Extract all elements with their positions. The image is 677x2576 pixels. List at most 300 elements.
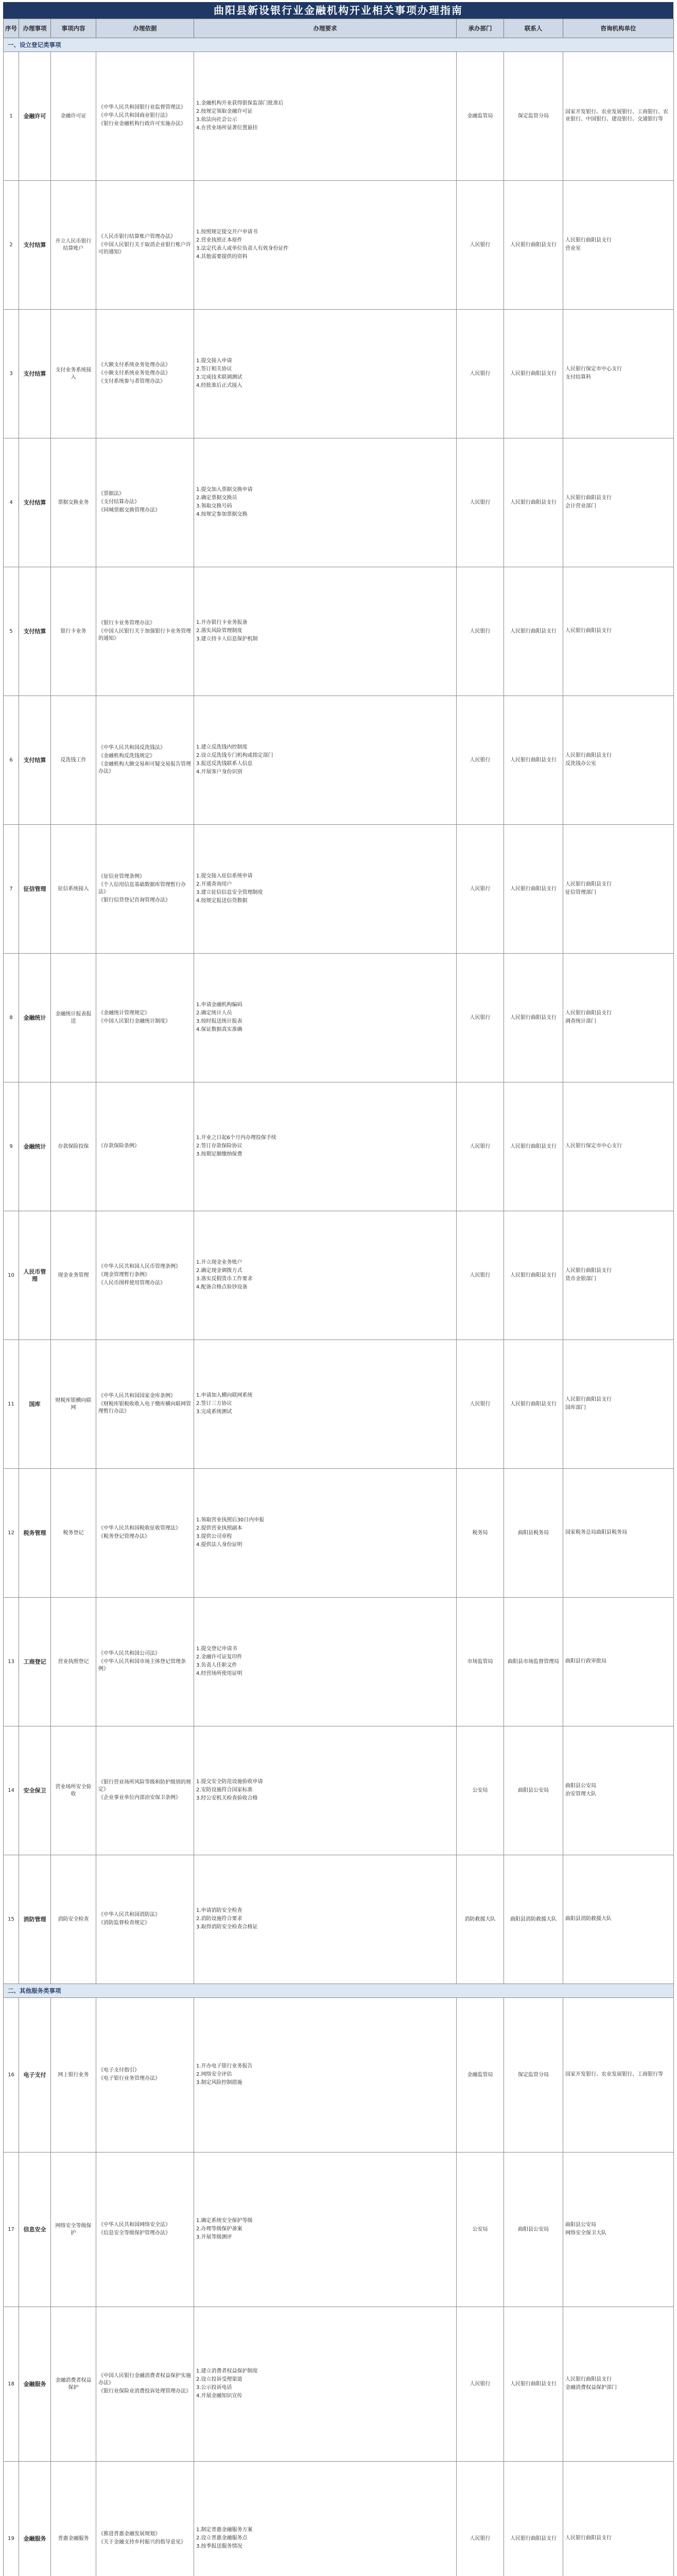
row-department: 人民银行 [457, 1211, 504, 1340]
row-requirements-line: 3.法定代表人或单位负责人有效身份证件 [196, 245, 289, 251]
row-basis-line: 《中华人民共和国商业银行法》 [98, 112, 170, 118]
row-requirements-line: 3.取得消防安全检查合格证 [196, 1924, 258, 1930]
row-basis-line: 《票据法》 [98, 490, 124, 497]
row-requirements-line: 3.建立征信信息安全管理制度 [196, 889, 263, 895]
row-organization-line: 曲阳县消防救援大队 [565, 1916, 612, 1922]
row-requirements-line: 1.开办电子银行业务报告 [196, 2063, 253, 2069]
row-organization-line: 曲阳县公安局 [565, 2222, 596, 2228]
row-requirements-line: 4.按规定报送信贷数据 [196, 897, 248, 904]
row-category: 消防管理 [19, 1855, 51, 1984]
row-basis [96, 1469, 194, 1598]
row-requirements [194, 52, 457, 181]
row-item: 票据交换业务 [51, 438, 96, 567]
row-contact: 人民银行曲阳县支行 [504, 1082, 563, 1211]
row-organization [563, 181, 674, 310]
section-header-row [4, 1984, 674, 1998]
table-header-row [4, 19, 674, 38]
table-row [4, 1598, 674, 1726]
row-basis-line: 《大额支付系统业务处理办法》 [98, 362, 170, 368]
row-category: 税务管理 [19, 1469, 51, 1598]
row-number: 4 [4, 438, 19, 567]
header-category: 办理事项 [19, 19, 51, 38]
row-requirements-line: 4.配备合格点验钞设备 [196, 1284, 248, 1290]
row-basis [96, 310, 194, 438]
row-basis-line: 《推进普惠金融发展规划》 [98, 2531, 160, 2537]
row-organization [563, 310, 674, 438]
row-department: 人民银行 [457, 825, 504, 954]
row-contact: 人民银行曲阳县支行 [504, 696, 563, 825]
row-contact: 人民银行曲阳县支行 [504, 2462, 563, 2576]
row-requirements-line: 2.消防设施符合要求 [196, 1916, 242, 1922]
row-basis-line: 《金融统计管理规定》 [98, 1010, 150, 1016]
section2-label: 二、其他服务类事项 [4, 1984, 674, 1998]
row-contact: 人民银行曲阳县支行 [504, 2307, 563, 2462]
row-requirements [194, 1998, 457, 2153]
row-contact: 人民银行曲阳县支行 [504, 954, 563, 1082]
row-requirements-line: 3.经公安机关检查验收合格 [196, 1795, 258, 1801]
row-number: 6 [4, 696, 19, 825]
row-requirements-line: 3.依法向社会公示 [196, 116, 237, 123]
row-organization [563, 1998, 674, 2153]
row-organization [563, 2307, 674, 2462]
row-category: 支付结算 [19, 310, 51, 438]
row-basis [96, 181, 194, 310]
row-department: 人民银行 [457, 696, 504, 825]
row-basis-line: 《中国人民银行金融统计制度》 [98, 1018, 170, 1024]
row-organization [563, 1340, 674, 1469]
row-basis-line: 《小额支付系统业务处理办法》 [98, 370, 170, 376]
table-row [4, 438, 674, 567]
row-department: 公安局 [457, 2153, 504, 2307]
row-requirements-line: 1.开立现金业务账户 [196, 1259, 242, 1265]
row-basis-line: 《个人信用信息基础数据库管理暂行办法》 [98, 882, 186, 895]
row-requirements [194, 1211, 457, 1340]
row-requirements [194, 438, 457, 567]
header-no: 序号 [4, 19, 19, 38]
row-organization [563, 1469, 674, 1598]
row-basis-line: 《财税库银税收收入电子缴库横向联网管理暂行办法》 [98, 1401, 191, 1414]
table-row [4, 2307, 674, 2462]
row-organization-line: 治安管理大队 [565, 1791, 596, 1797]
row-contact: 人民银行曲阳县支行 [504, 438, 563, 567]
row-item: 金融消费者权益保护 [51, 2307, 96, 2462]
table-row [4, 2153, 674, 2307]
table-row [4, 954, 674, 1082]
row-contact: 曲阳县市场监督管理局 [504, 1598, 563, 1726]
row-requirements-line: 1.建立反洗钱内控制度 [196, 744, 248, 750]
row-organization-line: 货币金银部门 [565, 1276, 596, 1282]
row-basis [96, 696, 194, 825]
row-requirements-line: 2.开通查询用户 [196, 881, 232, 887]
row-organization-line: 反洗钱办公室 [565, 760, 596, 767]
row-organization-line: 征信管理部门 [565, 889, 596, 895]
row-basis-line: 《中华人民共和国公司法》 [98, 1650, 160, 1656]
row-basis [96, 1855, 194, 1984]
row-organization-line: 人民银行曲阳县支行 [565, 628, 612, 634]
row-requirements-line: 4.其他需要提供的资料 [196, 253, 248, 260]
row-organization-line: 金融消费权益保护部门 [565, 2384, 617, 2391]
header-requirements: 办理要求 [194, 19, 457, 38]
row-basis-line: 《电子银行业务管理办法》 [98, 2075, 160, 2081]
row-number: 12 [4, 1469, 19, 1598]
row-requirements-line: 3.按时报送统计报表 [196, 1018, 242, 1024]
row-basis-line: 《中国人民银行关于取消企业银行账户许可的通知》 [98, 242, 191, 255]
row-contact: 人民银行曲阳县支行 [504, 310, 563, 438]
row-organization [563, 1082, 674, 1211]
row-item: 营业执照登记 [51, 1598, 96, 1726]
row-organization [563, 2153, 674, 2307]
row-organization-line: 国家开发银行、农业发展银行、工商银行等 [565, 2071, 663, 2077]
row-requirements [194, 1855, 457, 1984]
row-requirements-line: 3.完成技术联调测试 [196, 374, 242, 380]
row-requirements-line: 4.开展金融知识宣传 [196, 2393, 242, 2399]
table-row [4, 1340, 674, 1469]
row-department: 消防救援大队 [457, 1855, 504, 1984]
row-basis [96, 2462, 194, 2576]
row-requirements-line: 1.提交加入票据交换申请 [196, 486, 253, 493]
row-organization-line: 网络安全保卫大队 [565, 2230, 606, 2236]
row-item: 支付业务系统接入 [51, 310, 96, 438]
row-number: 16 [4, 1998, 19, 2153]
row-organization-line: 营业室 [565, 245, 581, 251]
table-row [4, 310, 674, 438]
row-basis-line: 《中国人民银行金融消费者权益保护实施办法》 [98, 2372, 191, 2386]
row-requirements-line: 2.设立反洗钱专门机构或指定部门 [196, 752, 273, 758]
row-category: 金融服务 [19, 2462, 51, 2576]
row-basis [96, 2307, 194, 2462]
row-requirements-line: 1.建立消费者权益保护制度 [196, 2368, 258, 2374]
row-basis [96, 2153, 194, 2307]
table-row [4, 1726, 674, 1855]
row-basis-line: 《征信业管理条例》 [98, 873, 145, 879]
row-basis-line: 《银行业金融机构行政许可实施办法》 [98, 121, 186, 127]
row-organization-line: 人民银行曲阳县支行 [565, 2376, 612, 2382]
row-category: 电子支付 [19, 1998, 51, 2153]
row-number: 2 [4, 181, 19, 310]
row-contact: 曲阳县消防救援大队 [504, 1855, 563, 1984]
guide-document [3, 2, 673, 2576]
row-department: 人民银行 [457, 1340, 504, 1469]
row-item: 征信系统接入 [51, 825, 96, 954]
row-requirements-line: 1.金融机构开业获得银保监部门批准后 [196, 100, 284, 106]
header-item: 事项内容 [51, 19, 96, 38]
row-organization-line: 调查统计部门 [565, 1018, 596, 1024]
row-category: 国库 [19, 1340, 51, 1469]
row-organization-line: 人民银行曲阳县支行 [565, 1267, 612, 1274]
row-basis-line: 《电子支付指引》 [98, 2067, 140, 2073]
row-organization-line: 曲阳县行政审批局 [565, 1658, 606, 1664]
row-basis-line: 《中华人民共和国税收征收管理法》 [98, 1525, 181, 1531]
row-basis [96, 1211, 194, 1340]
row-organization-line: 人民银行曲阳县支行 [565, 881, 612, 887]
row-requirements-line: 2.安防设施符合国家标准 [196, 1787, 253, 1793]
row-requirements-line: 1.提交登记申请书 [196, 1646, 237, 1652]
row-department: 金融监管局 [457, 52, 504, 181]
row-requirements-line: 4.按规定参加票据交换 [196, 511, 248, 517]
row-category: 金融服务 [19, 2307, 51, 2462]
row-item: 普惠金融服务 [51, 2462, 96, 2576]
row-requirements-line: 3.按期足额缴纳保费 [196, 1151, 242, 1157]
row-item: 金融许可证 [51, 52, 96, 181]
row-requirements-line: 2.设立投诉受理渠道 [196, 2376, 242, 2382]
row-item: 银行卡业务 [51, 567, 96, 696]
table-row [4, 1998, 674, 2153]
row-number: 10 [4, 1211, 19, 1340]
row-requirements-line: 4.经批准后正式接入 [196, 382, 242, 388]
section2-body [4, 1984, 674, 2576]
table-row [4, 696, 674, 825]
row-category: 支付结算 [19, 438, 51, 567]
row-requirements-line: 3.按季报送服务情况 [196, 2543, 242, 2549]
row-requirements-line: 2.提供营业执照副本 [196, 1525, 242, 1531]
row-organization [563, 825, 674, 954]
header-contact: 联系人 [504, 19, 563, 38]
row-basis [96, 954, 194, 1082]
row-requirements-line: 1.制定普惠金融服务方案 [196, 2527, 253, 2533]
row-department: 人民银行 [457, 438, 504, 567]
row-organization-line: 人民银行曲阳县支行 [565, 2535, 612, 2541]
row-requirements [194, 696, 457, 825]
row-basis [96, 1998, 194, 2153]
row-item: 存款保险投保 [51, 1082, 96, 1211]
row-basis-line: 《存款保险条例》 [98, 1143, 140, 1149]
row-basis-line: 《消防监督检查规定》 [98, 1920, 150, 1926]
row-organization [563, 567, 674, 696]
table-row [4, 567, 674, 696]
row-department: 人民银行 [457, 310, 504, 438]
row-number: 13 [4, 1598, 19, 1726]
row-item: 税务登记 [51, 1469, 96, 1598]
row-requirements-line: 1.申请消防安全检查 [196, 1907, 242, 1913]
row-number: 14 [4, 1726, 19, 1855]
row-item: 网络安全等级保护 [51, 2153, 96, 2307]
row-number: 5 [4, 567, 19, 696]
row-requirements-line: 1.提交接入申请 [196, 358, 232, 364]
row-number: 17 [4, 2153, 19, 2307]
row-requirements-line: 3.开展等级测评 [196, 2234, 232, 2240]
row-requirements-line: 4.经营场所使用证明 [196, 1670, 242, 1676]
section-header-row [4, 38, 674, 52]
row-basis-line: 《同城票据交换管理办法》 [98, 507, 160, 513]
guide-table [3, 19, 674, 2576]
row-item: 金融统计报表报送 [51, 954, 96, 1082]
row-category: 人民币管理 [19, 1211, 51, 1340]
row-contact: 人民银行曲阳县支行 [504, 1211, 563, 1340]
row-requirements-line: 3.落实反假货币工作要求 [196, 1276, 253, 1282]
row-requirements-line: 3.负责人任职文件 [196, 1662, 237, 1668]
row-contact: 人民银行曲阳县支行 [504, 567, 563, 696]
row-requirements-line: 4.在营业场所显著位置悬挂 [196, 125, 258, 131]
section1-label: 一、设立登记类事项 [4, 38, 674, 52]
row-basis-line: 《中华人民共和国银行业监督管理法》 [98, 104, 186, 110]
row-basis [96, 1340, 194, 1469]
row-contact: 曲阳县税务局 [504, 1469, 563, 1598]
row-category: 工商登记 [19, 1598, 51, 1726]
row-organization-line: 人民银行保定市中心支行 [565, 1143, 622, 1149]
row-requirements-line: 3.领取交换号码 [196, 503, 232, 509]
row-requirements [194, 1598, 457, 1726]
row-requirements [194, 567, 457, 696]
row-requirements-line: 1.开办银行卡业务报备 [196, 619, 248, 625]
row-basis [96, 567, 194, 696]
row-requirements [194, 310, 457, 438]
row-requirements-line: 2.签订相关协议 [196, 366, 232, 372]
row-requirements [194, 2307, 457, 2462]
row-organization [563, 438, 674, 567]
row-requirements-line: 2.签订三方协议 [196, 1400, 232, 1406]
row-requirements-line: 1.提交安全防范设施验收申请 [196, 1778, 263, 1785]
row-basis-line: 《中华人民共和国网络安全法》 [98, 2222, 170, 2228]
row-department: 税务局 [457, 1469, 504, 1598]
row-basis-line: 《人民币银行结算账户管理办法》 [98, 233, 176, 240]
row-number: 9 [4, 1082, 19, 1211]
row-requirements [194, 181, 457, 310]
row-basis [96, 52, 194, 181]
row-department: 公安局 [457, 1726, 504, 1855]
row-contact: 曲阳县公安局 [504, 2153, 563, 2307]
row-requirements-line: 4.开展客户身份识别 [196, 769, 242, 775]
row-organization-line: 曲阳县公安局 [565, 1783, 596, 1789]
row-requirements-line: 2.营业执照正本原件 [196, 237, 242, 243]
row-contact: 人民银行曲阳县支行 [504, 1340, 563, 1469]
document-title: 曲阳县新设银行业金融机构开业相关事项办理指南 [3, 2, 673, 19]
row-requirements-line: 3.公示投诉电话 [196, 2384, 232, 2391]
row-basis-line: 《中华人民共和国人民币管理条例》 [98, 1263, 181, 1269]
row-department: 人民银行 [457, 2462, 504, 2576]
row-department: 人民银行 [457, 181, 504, 310]
row-requirements [194, 1340, 457, 1469]
row-basis-line: 《中华人民共和国消防法》 [98, 1911, 160, 1918]
row-organization [563, 1598, 674, 1726]
row-requirements [194, 2462, 457, 2576]
row-requirements-line: 2.按规定领取金融许可证 [196, 108, 253, 114]
row-requirements-line: 1.提交接入征信系统申请 [196, 873, 253, 879]
row-category: 信息安全 [19, 2153, 51, 2307]
row-requirements-line: 2.确定统计人员 [196, 1010, 232, 1016]
row-organization-line: 人民银行曲阳县支行 [565, 495, 612, 501]
table-row [4, 825, 674, 954]
table-row [4, 1082, 674, 1211]
table-row [4, 1211, 674, 1340]
row-basis-line: 《支付系统参与者管理办法》 [98, 378, 165, 384]
row-basis [96, 825, 194, 954]
row-contact: 保定监管分局 [504, 52, 563, 181]
row-organization-line: 人民银行曲阳县支行 [565, 1396, 612, 1402]
row-basis-line: 《信息安全等级保护管理办法》 [98, 2230, 170, 2236]
row-requirements-line: 1.领取营业执照后30日内申报 [196, 1517, 265, 1523]
row-basis-line: 《现金管理暂行条例》 [98, 1272, 150, 1278]
row-basis-line: 《税务登记管理办法》 [98, 1533, 150, 1539]
section1-body [4, 38, 674, 1984]
row-basis-line: 《中华人民共和国国家金库条例》 [98, 1393, 176, 1399]
row-item: 网上银行业务 [51, 1998, 96, 2153]
row-department: 人民银行 [457, 1082, 504, 1211]
row-number: 8 [4, 954, 19, 1082]
header-organization: 咨询机构单位 [563, 19, 674, 38]
header-department: 承办部门 [457, 19, 504, 38]
row-requirements-line: 2.签订存款保险协议 [196, 1143, 242, 1149]
table-row [4, 2462, 674, 2576]
row-organization [563, 1855, 674, 1984]
row-requirements [194, 825, 457, 954]
row-number: 18 [4, 2307, 19, 2462]
row-requirements-line: 4.提供法人身份证明 [196, 1541, 242, 1548]
row-basis [96, 1726, 194, 1855]
row-basis-line: 《银行信贷登记咨询管理办法》 [98, 897, 170, 903]
row-department: 市场监管局 [457, 1598, 504, 1726]
row-organization-line: 支付结算科 [565, 374, 591, 380]
row-basis-line: 《银行营业场所风险等级和防护级别的规定》 [98, 1779, 191, 1792]
table-row [4, 1855, 674, 1984]
row-basis-line: 《中华人民共和国市场主体登记管理条例》 [98, 1658, 186, 1672]
row-contact: 人民银行曲阳县支行 [504, 181, 563, 310]
row-item: 现金业务管理 [51, 1211, 96, 1340]
row-requirements-line: 2.金融许可证复印件 [196, 1654, 242, 1660]
row-number: 11 [4, 1340, 19, 1469]
row-requirements [194, 1726, 457, 1855]
table-row [4, 181, 674, 310]
row-basis-line: 《中国人民银行关于加强银行卡业务管理的通知》 [98, 628, 191, 641]
row-basis-line: 《关于金融支持乡村振兴的指导意见》 [98, 2539, 186, 2545]
row-organization-line: 人民银行曲阳县支行 [565, 237, 612, 243]
row-requirements-line: 2.办理等级保护备案 [196, 2226, 242, 2232]
row-basis-line: 《支付结算办法》 [98, 499, 140, 505]
row-department: 人民银行 [457, 567, 504, 696]
row-organization [563, 2462, 674, 2576]
row-contact: 人民银行曲阳县支行 [504, 825, 563, 954]
row-requirements-line: 1.申请金融机构编码 [196, 1002, 242, 1008]
row-number: 19 [4, 2462, 19, 2576]
row-requirements [194, 2153, 457, 2307]
row-basis-line: 《企业事业单位内部治安保卫条例》 [98, 1794, 181, 1801]
row-requirements-line: 4.保证数据真实准确 [196, 1026, 242, 1032]
row-basis-line: 《金融机构反洗钱规定》 [98, 753, 155, 759]
row-requirements-line: 3.完成系统测试 [196, 1409, 232, 1415]
row-category: 金融统计 [19, 954, 51, 1082]
row-department: 金融监管局 [457, 1998, 504, 2153]
row-basis-line: 《银行业保险业消费投诉处理管理办法》 [98, 2388, 191, 2394]
row-number: 15 [4, 1855, 19, 1984]
row-requirements [194, 1469, 457, 1598]
row-organization-line: 人民银行保定市中心支行 [565, 366, 622, 372]
row-requirements-line: 3.制定风险控制措施 [196, 2079, 242, 2086]
row-basis-line: 《人民币图样使用管理办法》 [98, 1280, 165, 1286]
row-organization-line: 会计营业部门 [565, 503, 596, 509]
row-requirements-line: 3.提供公司章程 [196, 1533, 232, 1539]
row-category: 征信管理 [19, 825, 51, 954]
row-requirements [194, 1082, 457, 1211]
row-item: 反洗钱工作 [51, 696, 96, 825]
row-requirements-line: 2.确定票据交换员 [196, 495, 237, 501]
row-requirements-line: 3.建立持卡人信息保护机制 [196, 636, 258, 642]
row-organization-line: 国家开发银行、农业发展银行、工商银行、农业银行、中国银行、建设银行、交通银行等 [565, 109, 668, 122]
row-contact: 保定监管分局 [504, 1998, 563, 2153]
row-organization-line: 国库部门 [565, 1404, 586, 1411]
row-organization [563, 52, 674, 181]
row-number: 7 [4, 825, 19, 954]
row-basis-line: 《金融机构大额交易和可疑交易报告管理办法》 [98, 761, 191, 774]
row-organization-line: 人民银行曲阳县支行 [565, 752, 612, 758]
row-basis [96, 1082, 194, 1211]
row-requirements-line: 1.开业之日起6个月内办理投保手续 [196, 1134, 276, 1141]
row-item: 消防安全检查 [51, 1855, 96, 1984]
row-department: 人民银行 [457, 954, 504, 1082]
row-basis-line: 《中华人民共和国反洗钱法》 [98, 744, 165, 751]
row-organization [563, 954, 674, 1082]
row-category: 支付结算 [19, 567, 51, 696]
row-requirements-line: 1.申请加入横向联网系统 [196, 1392, 253, 1398]
row-organization [563, 1726, 674, 1855]
